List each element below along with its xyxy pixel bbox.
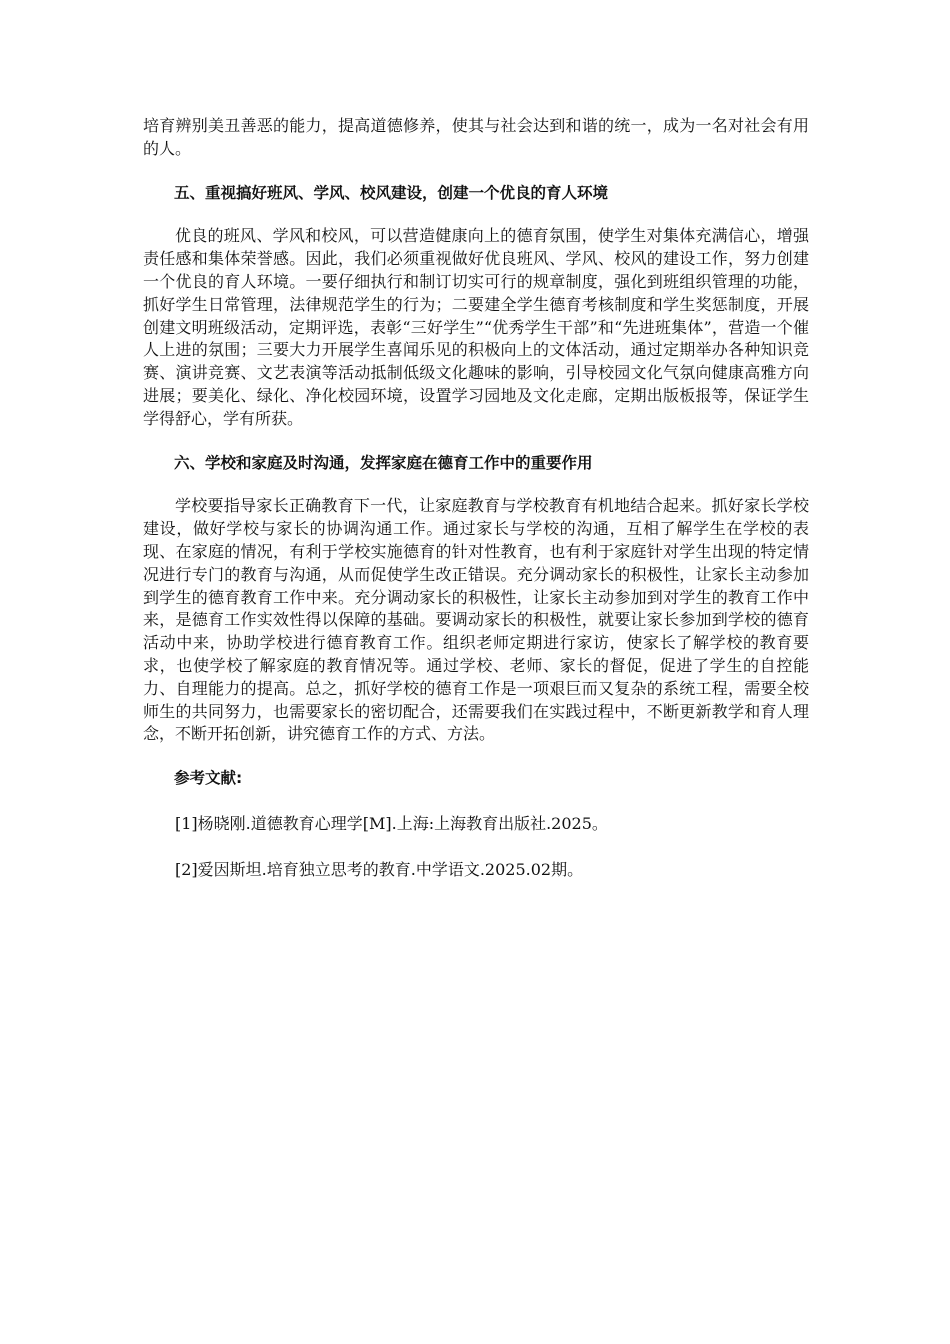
section-5-body: 优良的班风、学风和校风，可以营造健康向上的德育氛围，使学生对集体充满信心，增强责任感和集体荣誉感。因此，我们必须重视做好优良班风、学风、校风的建设工作，努力创建一个优良的育人环境。一要仔细执行和制订切实可行的规章制度，强化到班组织管理的功能，抓好学生日常管理，法律规范学生的行为；二要建全学生德育考核制度和学生奖惩制度，开展创建文明班级活动，定期评选，表彰“三好学生”“优秀学生干部”和“先进班集体”，营造一个催人上进的氛围；三要大力开展学生喜闻乐见的积极向上的文体活动，通过定期举办各种知识竞赛、演讲竞赛、文艺表演等活动抵制低级文化趣味的影响，引导校园文化气氛向健康高雅方向进展；要美化、绿化、净化校园环境，设置学习园地及文化走廊，定期出版板报等，保证学生学得舒心，学有所获。 (143, 226, 809, 428)
reference-item-1: [1]杨晓刚.道德教育心理学[M].上海:上海教育出版社.2025。 (175, 813, 608, 833)
section-5-heading: 五、重视搞好班风、学风、校风建设，创建一个优良的育人环境 (174, 183, 609, 202)
spacer (143, 204, 809, 225)
spacer (143, 161, 809, 182)
reference-item-2: [2]爱因斯坦.培育独立思考的教育.中学语文.2025.02期。 (175, 859, 584, 879)
spacer (143, 746, 809, 767)
document-page (143, 115, 809, 882)
spacer (143, 474, 809, 495)
section-6-heading: 六、学校和家庭及时沟通，发挥家庭在德育工作中的重要作用 (174, 453, 593, 472)
section-6-body: 学校要指导家长正确教育下一代，让家庭教育与学校教育有机地结合起来。抓好家长学校建设，做好学校与家长的协调沟通工作。通过家长与学校的沟通，互相了解学生在学校的表现、在家庭的情况，有利于学校实施德育的针对性教育，也有利于家庭针对学生出现的特定情况进行专门的教育与沟通，从而促使学生改正错误。充分调动家长的积极性，让家长主动参加到学生的德育教育工作中来。充分调动家长的积极性，让家长主动参加到对学生的教育工作中来，是德育工作实效性得以保障的基础。要调动家长的积极性，就要让家长参加到学校的德育活动中来，协助学校进行德育教育工作。组织老师定期进行家访，使家长了解学校的教育要求，也使学校了解家庭的教育情况等。通过学校、老师、家长的督促，促进了学生的自控能力、自理能力的提高。总之，抓好学校的德育工作是一项艰巨而又复杂的系统工程，需要全校师生的共同努力，也需要家长的密切配合，还需要我们在实践过程中，不断更新教学和育人理念，不断开拓创新，讲究德育工作的方式、方法。 (143, 496, 809, 744)
spacer (143, 431, 809, 452)
spacer (143, 836, 809, 859)
references-heading: 参考文献: (174, 769, 243, 788)
intro-paragraph: 培育辨别美丑善恶的能力，提高道德修养，使其与社会达到和谐的统一，成为一名对社会有用的人。 (143, 116, 809, 158)
spacer (143, 790, 809, 813)
